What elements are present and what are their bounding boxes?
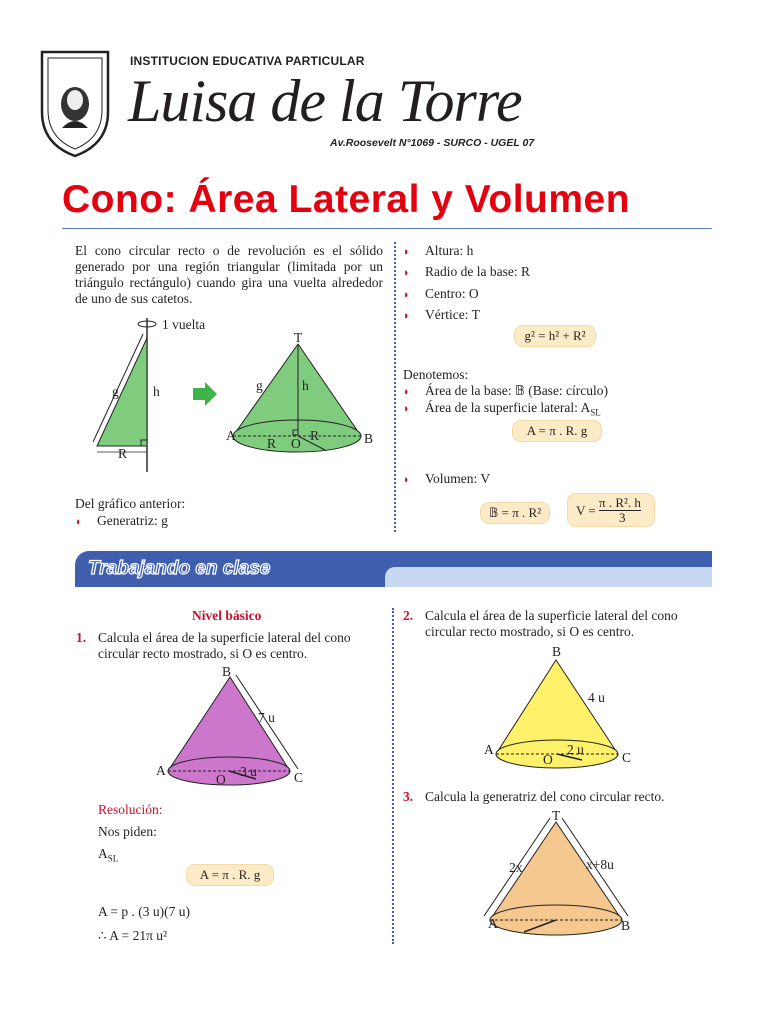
fig-r-label: R xyxy=(118,446,128,461)
volume-formula-num: π . R². h xyxy=(599,495,641,510)
ex2-cone-figure xyxy=(490,650,630,775)
ex2-o-label: O xyxy=(543,752,553,767)
cone-b-label: B xyxy=(364,431,374,446)
ex2-a-label: A xyxy=(484,742,494,757)
pythagoras-formula: g² = h² + R² xyxy=(514,325,596,347)
cone-r-right-label: R xyxy=(310,428,320,443)
asl-letter: A xyxy=(98,846,108,861)
base-area-item xyxy=(403,383,608,400)
school-seal xyxy=(36,48,114,158)
ex1-b-label: B xyxy=(222,664,232,679)
ex1-number: 1. xyxy=(76,630,87,645)
volume-formula xyxy=(567,493,655,527)
ex3-t-label: T xyxy=(552,808,561,823)
fig-h-label: h xyxy=(153,384,160,399)
lateral-sub: SL xyxy=(590,407,601,418)
asl-symbol xyxy=(98,846,118,867)
page-title: Cono: Área Lateral y Volumen xyxy=(62,178,631,221)
generatrix-item xyxy=(75,513,168,530)
base-area-text: Área de la base: 𝔹 (Base: círculo) xyxy=(425,383,609,398)
bullet-icon: ◗ xyxy=(403,403,410,415)
height-text: Altura: h xyxy=(425,243,474,258)
ex1-radius-label: 3 u xyxy=(240,764,257,779)
volume-formula-left: V = xyxy=(576,503,596,518)
ex1-o-label: O xyxy=(216,772,226,787)
ex1-text: Calcula el área de la superficie lateral del cono circular recto mostrado, si O es centro. xyxy=(98,630,351,661)
center-text: Centro: O xyxy=(425,286,479,301)
generatrix-text: Generatriz: g xyxy=(97,513,168,528)
ex2-number: 2. xyxy=(403,608,414,623)
radius-item xyxy=(403,264,530,281)
ex2-text: Calcula el área de la superficie lateral del cono circular recto mostrado, si O es centro. xyxy=(425,608,678,639)
ex3-a-label: A xyxy=(488,916,498,931)
ex1-cone-figure xyxy=(160,665,310,790)
lateral-area-text: Área de la superficie lateral: A xyxy=(425,400,591,415)
cone-g-label: g xyxy=(256,378,263,393)
title-underline xyxy=(62,228,712,229)
exercise-divider xyxy=(392,608,394,944)
denote-text: Denotemos: xyxy=(403,367,469,382)
ex1-a-label: A xyxy=(156,763,166,778)
column-divider xyxy=(394,242,396,532)
volume-item xyxy=(403,471,490,488)
asl-formula: A = π . R. g xyxy=(512,420,602,442)
base-formula: 𝔹 = π . R² xyxy=(480,502,550,524)
ex3-b-label: B xyxy=(621,918,631,933)
bullet-icon: ◗ xyxy=(403,386,410,398)
resolution-line-2: ∴ A = 21π u² xyxy=(98,928,168,943)
resolution-line-1: A = p . (3 u)(7 u) xyxy=(98,904,190,919)
ex2-b-label: B xyxy=(552,644,562,659)
section-banner xyxy=(75,551,712,587)
ex1-slant-label: 7 u xyxy=(258,710,275,725)
volume-text: Volumen: V xyxy=(425,471,491,486)
ex2-radius-label: 2 u xyxy=(567,742,584,757)
height-item xyxy=(403,243,473,260)
ex2-slant-label: 4 u xyxy=(588,690,605,705)
volume-formula-den: 3 xyxy=(619,510,626,525)
ex1-c-label: C xyxy=(294,770,304,785)
cone-r-left-label: R xyxy=(267,436,277,451)
fig-turn-label: 1 vuelta xyxy=(162,317,206,332)
bullet-icon: ◗ xyxy=(403,289,410,301)
ex3-right-label: x+8u xyxy=(586,857,614,872)
rotation-figure xyxy=(85,316,385,476)
asl-sub: SL xyxy=(107,853,119,864)
ex3-left-label: 2x xyxy=(509,860,523,875)
center-item xyxy=(403,286,479,303)
institution-type: INSTITUCION EDUCATIVA PARTICULAR xyxy=(130,54,365,68)
school-address: Av.Roosevelt N°1069 - SURCO - UGEL 07 xyxy=(330,137,535,149)
ex2-c-label: C xyxy=(622,750,632,765)
vertex-text: Vértice: T xyxy=(425,307,480,322)
bullet-icon: ◗ xyxy=(75,516,82,528)
level-heading: Nivel básico xyxy=(192,608,262,623)
lateral-area-item xyxy=(403,400,601,421)
bullet-icon: ◗ xyxy=(403,246,410,258)
bullet-icon: ◗ xyxy=(403,474,410,486)
cone-o-label: O xyxy=(291,436,301,451)
resolution-heading: Resolución: xyxy=(98,802,163,817)
asked-text: Nos piden: xyxy=(98,824,157,839)
ex3-text: Calcula la generatriz del cono circular recto. xyxy=(425,789,665,804)
intro-paragraph: El cono circular recto o de revolución es el sólido generado por una región triangular (limitada por un triángulo rectángulo) cuando gira una vuelta alrededor de uno de sus catetos. xyxy=(75,243,383,306)
banner-light xyxy=(385,567,712,587)
vertex-item xyxy=(403,307,480,324)
section-banner-title: Trabajando en clase xyxy=(88,558,271,579)
from-graph-text: Del gráfico anterior: xyxy=(75,496,186,511)
radius-text: Radio de la base: R xyxy=(425,264,530,279)
bullet-icon: ◗ xyxy=(403,310,410,322)
ex3-cone-figure xyxy=(480,810,640,940)
cone-t-label: T xyxy=(294,330,303,345)
cone-a-label: A xyxy=(226,428,236,443)
cone-h-label: h xyxy=(302,378,309,393)
school-name: Luisa de la Torre xyxy=(128,68,522,134)
resolution-formula: A = π . R. g xyxy=(186,864,274,886)
ex3-number: 3. xyxy=(403,789,414,804)
bullet-icon: ◗ xyxy=(403,267,410,279)
fig-g-label: g xyxy=(112,384,119,399)
